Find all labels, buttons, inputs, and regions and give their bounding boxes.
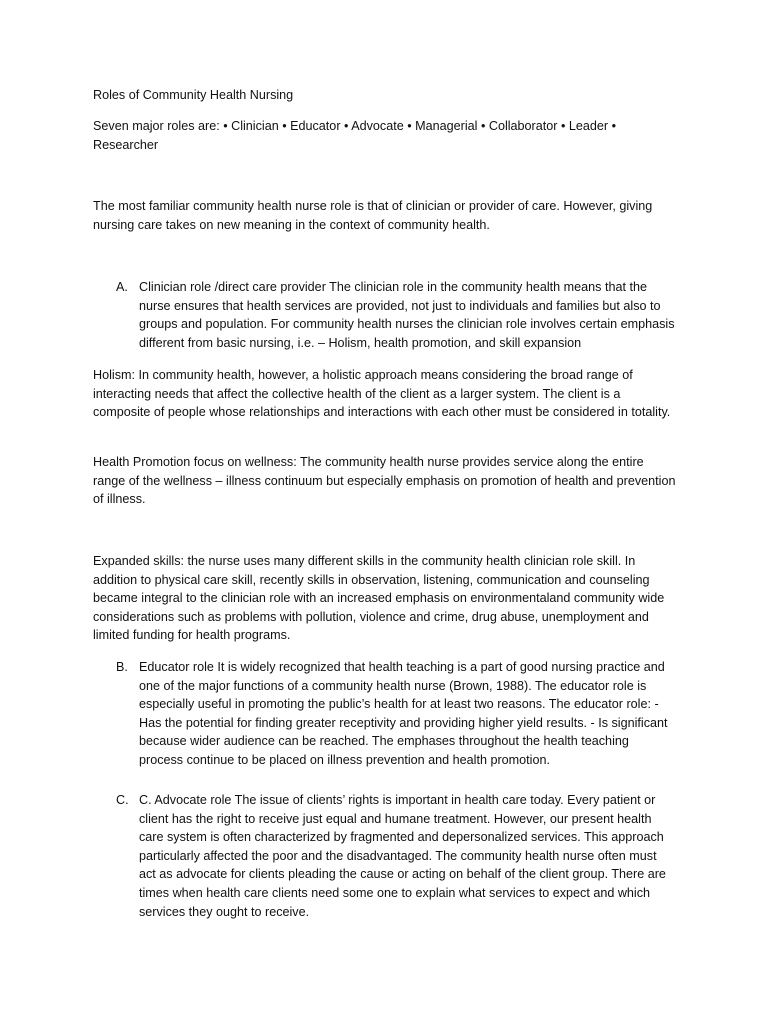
educator-role-text: Educator role It is widely recognized that health teaching is a part of good nursing practice and one of the major functions of a community health nurse (Brown, 1988). The educator role is especially useful in promoting the public’s health for at least two reasons. The educator role: - Has the potential for finding greater receptivity and providing higher yield results. - Is significant because wider audience can be reached. The emphases throughout the health teaching process continue to be placed on illness prevention and health promotion.: [139, 660, 668, 767]
holism-paragraph: Holism: In community health, however, a holistic approach means considering the broad range of interacting needs that affect the collective health of the client as a larger system. The client is a composite of people whose relationships and interactions with each other must be considered in totality.: [93, 368, 671, 420]
list-item-clinician: [93, 278, 676, 352]
list-marker-c: C.: [116, 793, 129, 807]
clinician-role-text: Clinician role /direct care provider The clinician role in the community health means that the nurse ensures that health services are provided, not just to individuals and families but also to groups and population. For community health nurses the clinician role involves certain emphasis different from basic nursing, i.e. – Holism, health promotion, and skill expansion: [139, 280, 675, 350]
roles-intro-paragraph: Seven major roles are: • Clinician • Educator • Advocate • Managerial • Collaborator • Leader • Researcher: [93, 119, 616, 152]
list-marker-b: B.: [116, 660, 128, 674]
expanded-skills-paragraph: Expanded skills: the nurse uses many different skills in the community health clinician role skill. In addition to physical care skill, recently skills in observation, listening, communication and counseling became integral to the clinician role with an increased emphasis on environmentaland community wide considerations such as problems with pollution, violence and crime, drug abuse, unemployment and limited funding for health programs.: [93, 554, 665, 643]
list-marker-a: A.: [116, 280, 128, 294]
advocate-role-text: C. Advocate role The issue of clients’ rights is important in health care today. Every patient or client has the right to receive just equal and humane treatment. However, our present health care system is often characterized by fragmented and depersonalized services. This approach particularly affected the poor and the disadvantaged. The community health nurse often must act as advocate for clients pleading the cause or acting on behalf of the client group. There are times when health care clients need some one to explain what services to expect and which services they ought to receive.: [139, 793, 666, 919]
list-item-educator: [93, 658, 676, 770]
list-item-advocate: [93, 791, 676, 921]
page-title: Roles of Community Health Nursing: [93, 88, 294, 102]
familiar-role-paragraph: The most familiar community health nurse role is that of clinician or provider of care. However, giving nursing care takes on new meaning in the context of community health.: [93, 199, 653, 232]
health-promotion-paragraph: Health Promotion focus on wellness: The community health nurse provides service along the entire range of the wellness – illness continuum but especially emphasis on promotion of health and prevention of illness.: [93, 455, 676, 507]
